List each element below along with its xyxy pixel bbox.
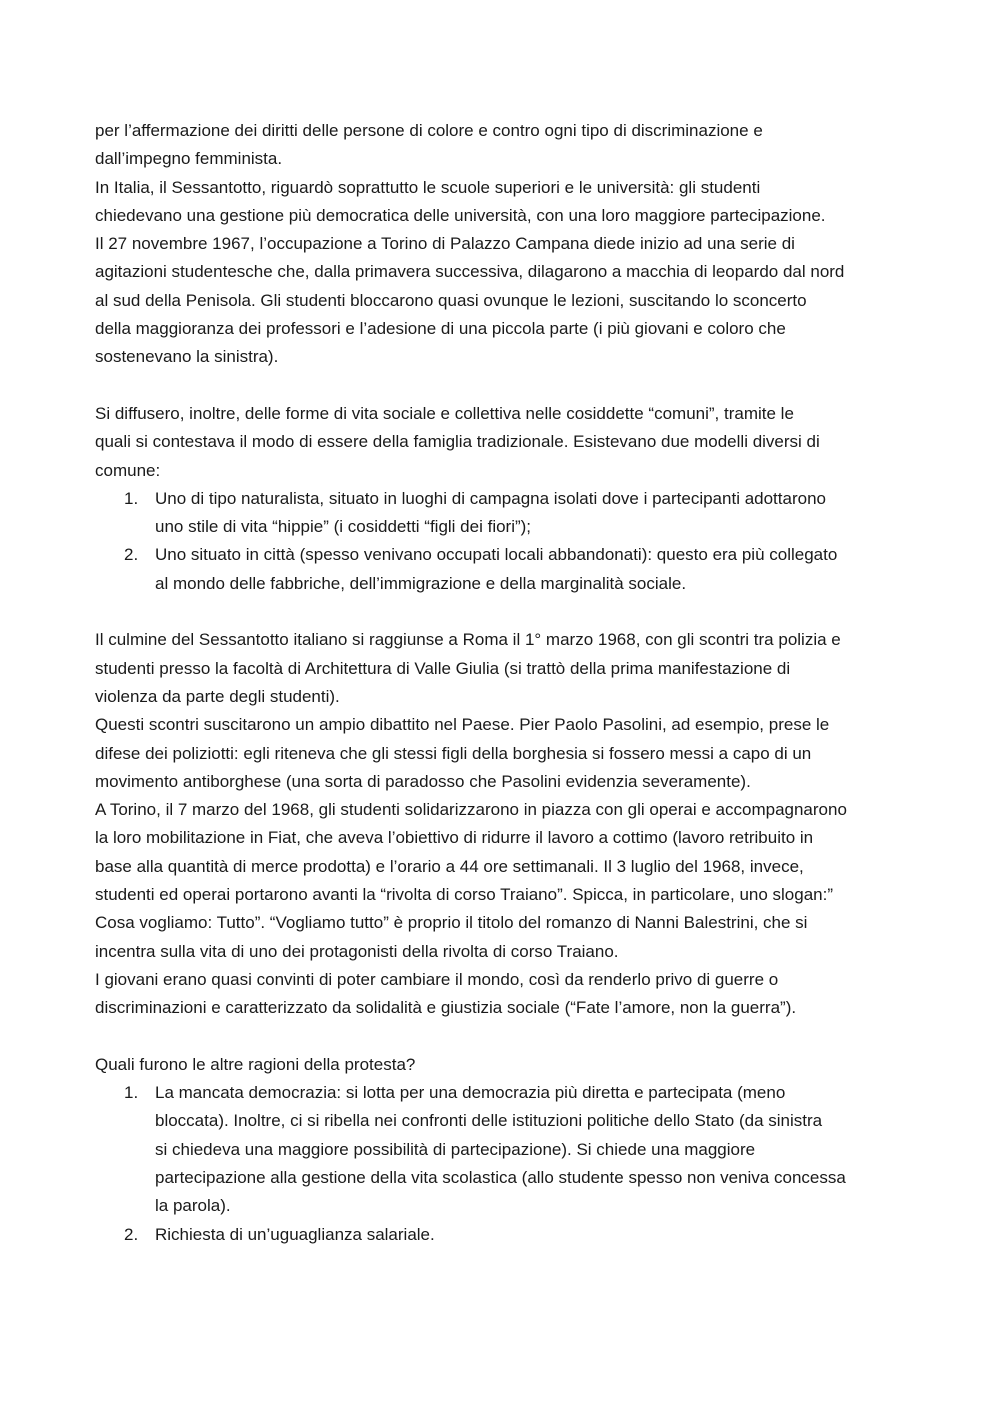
- text-line: al mondo delle fabbriche, dell’immigrazione e della marginalità sociale.: [155, 573, 687, 593]
- text-line: violenza da parte degli studenti).: [95, 686, 340, 706]
- list-item: [95, 485, 915, 542]
- text-line: incentra sulla vita di uno dei protagonisti della rivolta di corso Traiano.: [95, 941, 619, 961]
- text-line: Cosa vogliamo: Tutto”. “Vogliamo tutto” è proprio il titolo del romanzo di Nanni Balestrini, che si: [95, 913, 808, 933]
- text-line: sostenevano la sinistra).: [95, 347, 279, 367]
- text-line: si chiedeva una maggiore possibilità di partecipazione). Si chiede una maggiore: [155, 1139, 756, 1159]
- text-line: uno stile di vita “hippie” (i cosiddetti “figli dei fiori”);: [155, 517, 532, 537]
- paragraph-culmine: [95, 626, 915, 1022]
- text-line: Richiesta di un’uguaglianza salariale.: [155, 1224, 435, 1244]
- text-line: bloccata). Inoltre, ci si ribella nei confronti delle istituzioni politiche dello Stato (da sinistra: [155, 1111, 823, 1131]
- paragraph-spacer: [95, 372, 915, 400]
- numbered-list-comuni: [95, 485, 915, 598]
- text-line: Quali furono le altre ragioni della protesta?: [95, 1054, 416, 1074]
- text-line: partecipazione alla gestione della vita scolastica (allo studente spesso non veniva concessa: [155, 1167, 846, 1187]
- text-line: per l’affermazione dei diritti delle persone di colore e contro ogni tipo di discriminazione e: [95, 121, 763, 140]
- text-line: agitazioni studentesche che, dalla primavera successiva, dilagarono a macchia di leopardo dal nord: [95, 262, 845, 282]
- numbered-list-ragioni: [95, 1079, 915, 1249]
- paragraph-comuni: [95, 400, 915, 485]
- text-line: movimento antiborghese (una sorta di paradosso che Pasolini evidenzia severamente).: [95, 771, 751, 791]
- list-item: [95, 541, 915, 598]
- text-line: discriminazioni e caratterizzato da solidalità e giustizia sociale (“Fate l’amore, non la guerra”).: [95, 998, 797, 1018]
- text-line: Questi scontri suscitarono un ampio dibattito nel Paese. Pier Paolo Pasolini, ad esempio, prese le: [95, 715, 830, 735]
- text-line: base alla quantità di merce prodotta) e l’orario a 44 ore settimanali. Il 3 luglio del 1968, invece,: [95, 856, 804, 876]
- list-number: 1.: [124, 1083, 139, 1103]
- text-line: quali si contestava il modo di essere della famiglia tradizionale. Esistevano due modelli diversi di: [95, 432, 820, 452]
- text-line: difese dei poliziotti: egli riteneva che gli stessi figli della borghesia si fossero messi a capo di un: [95, 743, 812, 763]
- text-line: studenti presso la facoltà di Architettura di Valle Giulia (si trattò della prima manifestazione di: [95, 658, 791, 678]
- list-number: 2.: [124, 1224, 139, 1244]
- text-line: dall’impegno femminista.: [95, 149, 283, 169]
- text-line: della maggioranza dei professori e l’adesione di una piccola parte (i più giovani e coloro che: [95, 319, 786, 339]
- text-line: La mancata democrazia: si lotta per una democrazia più diretta e partecipata (meno: [155, 1083, 786, 1103]
- document-page: [95, 117, 915, 1249]
- text-line: Si diffusero, inoltre, delle forme di vita sociale e collettiva nelle cosiddette “comuni”, tramite le: [95, 403, 794, 423]
- text-line: studenti ed operai portarono avanti la “rivolta di corso Traiano”. Spicca, in particolare, uno slogan:”: [95, 885, 834, 905]
- text-line: Il 27 novembre 1967, l’occupazione a Torino di Palazzo Campana diede inizio ad una serie di: [95, 234, 795, 254]
- text-line: comune:: [95, 460, 161, 480]
- text-line: la loro mobilitazione in Fiat, che aveva l’obiettivo di ridurre il lavoro a cottimo (lavoro retribuito in: [95, 828, 814, 848]
- text-line: A Torino, il 7 marzo del 1968, gli studenti solidarizzarono in piazza con gli operai e accompagnarono: [95, 800, 847, 820]
- paragraph-spacer: [95, 598, 915, 626]
- list-number: 2.: [124, 545, 139, 565]
- list-item: [95, 1221, 915, 1249]
- list-item: [95, 1079, 915, 1220]
- text-line: I giovani erano quasi convinti di poter cambiare il mondo, così da renderlo privo di guerre o: [95, 969, 779, 989]
- paragraph-question: [95, 1051, 915, 1079]
- text-line: Uno di tipo naturalista, situato in luoghi di campagna isolati dove i partecipanti adottarono: [155, 488, 826, 508]
- paragraph-spacer: [95, 1023, 915, 1051]
- text-line: In Italia, il Sessantotto, riguardò soprattutto le scuole superiori e le università: gli studenti: [95, 177, 761, 197]
- list-number: 1.: [124, 488, 139, 508]
- text-line: Uno situato in città (spesso venivano occupati locali abbandonati): questo era più collegato: [155, 545, 838, 565]
- text-line: chiedevano una gestione più democratica delle università, con una loro maggiore partecipazione.: [95, 205, 826, 225]
- paragraph-intro: [95, 117, 915, 372]
- text-line: la parola).: [155, 1196, 231, 1216]
- text-line: Il culmine del Sessantotto italiano si raggiunse a Roma il 1° marzo 1968, con gli scontri tra polizia e: [95, 630, 841, 650]
- text-line: al sud della Penisola. Gli studenti bloccarono quasi ovunque le lezioni, suscitando lo sconcerto: [95, 290, 807, 310]
